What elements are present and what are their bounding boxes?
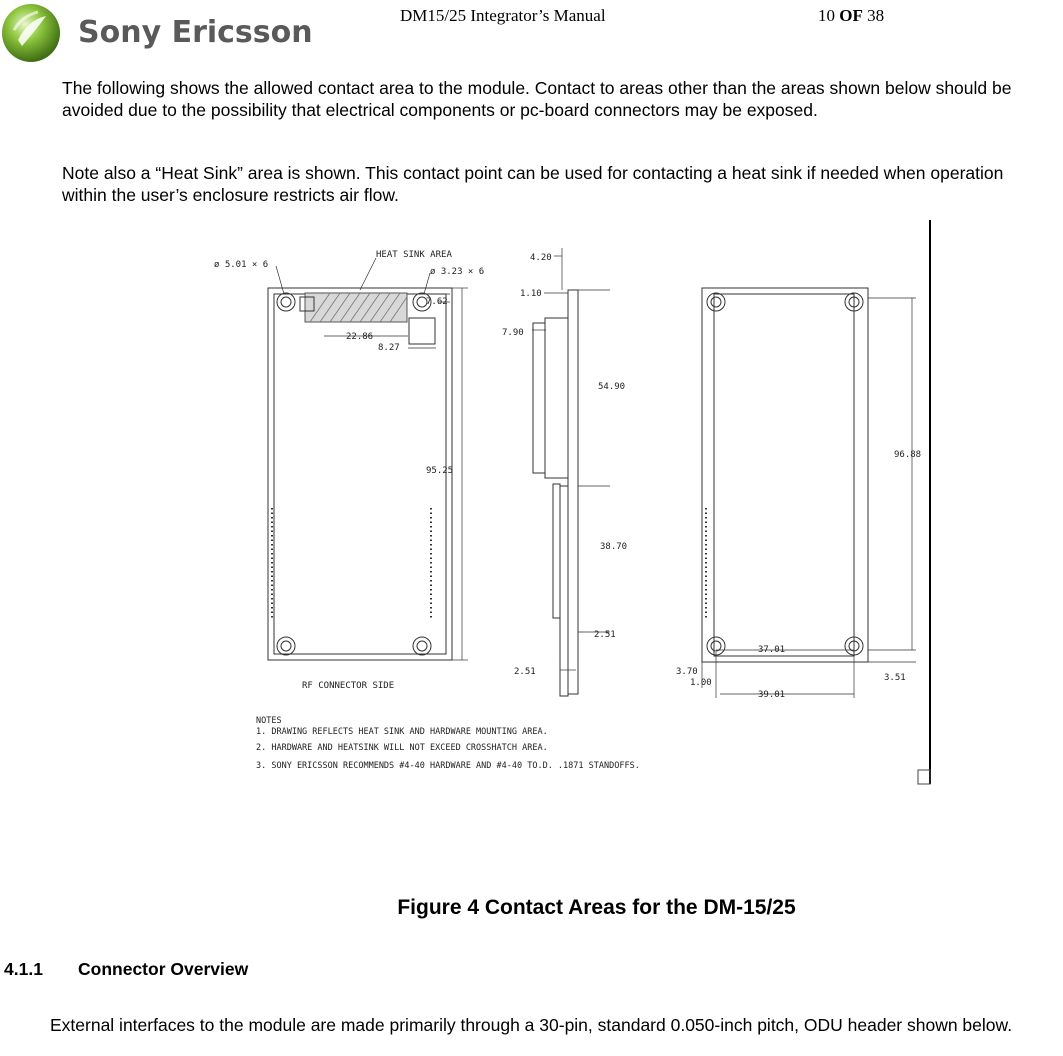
- dim-1-10: 1.10: [520, 289, 542, 299]
- notes-title: NOTES: [256, 716, 282, 726]
- heat-sink-paragraph: Note also a “Heat Sink” area is shown. This contact point can be used for contacting a heat sink if needed when operation within the user’s enclosure restricts air flow.: [62, 163, 1004, 205]
- note-1: 1. DRAWING REFLECTS HEAT SINK AND HARDWARE MOUNTING AREA.: [256, 727, 548, 737]
- document-title: DM15/25 Integrator’s Manual: [400, 6, 606, 25]
- dim-hole-a: ø 5.01 × 6: [214, 260, 269, 270]
- intro-paragraph: The following shows the allowed contact area to the module. Contact to areas other than the areas shown below should be avoided due to the possibility that electrical components or pc-board connectors may be exposed.: [62, 78, 1012, 120]
- dim-4-20: 4.20: [530, 253, 552, 263]
- dim-3-70: 3.70: [676, 667, 698, 677]
- dim-3-51: 3.51: [884, 673, 906, 683]
- dim-2-51-a: 2.51: [594, 630, 616, 640]
- top-view: [268, 258, 468, 660]
- bottom-view: [702, 288, 916, 698]
- section-number: 4.1.1: [4, 959, 43, 979]
- mechanical-drawing: [180, 218, 940, 790]
- note-3: 3. SONY ERICSSON RECOMMENDS #4-40 HARDWARE AND #4-40 TO.D. .1871 STANDOFFS.: [256, 761, 640, 771]
- heat-sink-label: HEAT SINK AREA: [376, 250, 452, 260]
- note-2: 2. HARDWARE AND HEATSINK WILL NOT EXCEED CROSSHATCH AREA.: [256, 743, 548, 753]
- dim-8-27: 8.27: [378, 343, 400, 353]
- section-title: Connector Overview: [78, 959, 249, 979]
- dim-95-25: 95.25: [426, 466, 454, 476]
- dim-54-90: 54.90: [598, 382, 626, 392]
- dim-hole-b: ø 3.23 × 6: [430, 267, 485, 277]
- dim-22-86: 22.86: [346, 332, 374, 342]
- rf-connector-label: RF CONNECTOR SIDE: [302, 681, 395, 691]
- dim-1-00: 1.00: [690, 678, 712, 688]
- dim-2-51-b: 2.51: [514, 667, 536, 677]
- dim-38-70: 38.70: [600, 542, 628, 552]
- sony-ericsson-logo: [0, 0, 320, 68]
- figure-caption: Figure 4 Contact Areas for the DM-15/25: [397, 896, 796, 919]
- connector-paragraph: External interfaces to the module are made primarily through a 30-pin, standard 0.050-inch pitch, ODU header shown below.: [50, 1015, 1013, 1035]
- dim-7-62: 7.62: [426, 297, 448, 307]
- logo-wordmark: Sony Ericsson: [78, 15, 313, 50]
- dim-96-88: 96.88: [894, 450, 922, 460]
- dim-7-90: 7.90: [502, 328, 524, 338]
- dim-37-01: 37.01: [758, 645, 786, 655]
- side-view: [532, 248, 610, 696]
- page-number: 10 OF 38: [818, 6, 885, 25]
- dim-39-01: 39.01: [758, 690, 786, 700]
